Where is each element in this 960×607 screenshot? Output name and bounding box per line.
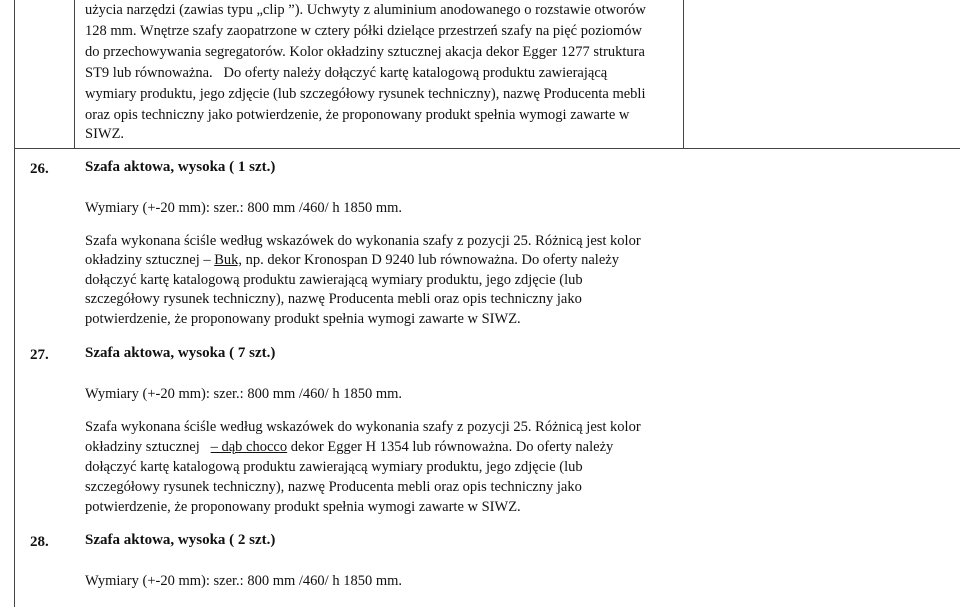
item-description-line: potwierdzenie, że proponowany produkt spełnia wymogi zawarte w SIWZ. — [85, 311, 521, 327]
table-row-border — [14, 148, 960, 149]
item-number: 27. — [30, 347, 49, 363]
intro-text: ST9 lub równoważna. — [85, 65, 213, 81]
item-description-line: dołączyć kartę katalogową produktu zawierającą wymiary produktu, jego zdjęcie (lub — [85, 459, 583, 475]
intro-line: użycia narzędzi (zawias typu „clip ”). Uchwyty z aluminium anodowanego o rozstawie otworów — [85, 2, 646, 18]
item-number: 26. — [30, 161, 49, 177]
table-border-left — [14, 0, 15, 607]
table-column-divider — [74, 0, 75, 148]
intro-line — [85, 63, 607, 83]
item-description-line — [85, 437, 613, 457]
item-number: 28. — [30, 534, 49, 550]
item-dimensions: Wymiary (+-20 mm): szer.: 800 mm /460/ h 1850 mm. — [85, 386, 403, 402]
item-description-line: szczegółowy rysunek techniczny), nazwę Producenta mebli oraz opis techniczny jako — [85, 291, 582, 307]
item-text: dekor Egger H 1354 lub równoważna. Do oferty należy — [290, 439, 614, 455]
intro-line: wymiary produktu, jego zdjęcie (lub szczegółowy rysunek techniczny), nazwę Producenta mebli — [85, 86, 646, 102]
intro-line: oraz opis techniczny jako potwierdzenie, że proponowany produkt spełnia wymogi zawarte w — [85, 107, 630, 123]
intro-line: SIWZ. — [85, 126, 125, 142]
table-border-right — [683, 0, 684, 148]
item-description-line: Szafa wykonana ściśle według wskazówek do wykonania szafy z pozycji 25. Różnicą jest kolor — [85, 419, 641, 435]
item-dimensions: Wymiary (+-20 mm): szer.: 800 mm /460/ h 1850 mm. — [85, 573, 403, 589]
item-text: okładziny sztucznej – — [85, 252, 211, 268]
item-description-line: szczegółowy rysunek techniczny), nazwę Producenta mebli oraz opis techniczny jako — [85, 479, 582, 495]
intro-line: do przechowywania segregatorów. Kolor okładziny sztucznej akacja dekor Egger 1277 struktura — [85, 44, 645, 60]
item-dimensions: Wymiary (+-20 mm): szer.: 800 mm /460/ h 1850 mm. — [85, 200, 403, 216]
intro-text: Do oferty należy dołączyć kartę katalogową produktu zawierającą — [223, 65, 608, 81]
item-description-line: Szafa wykonana ściśle według wskazówek do wykonania szafy z pozycji 25. Różnicą jest kolor — [85, 233, 641, 249]
intro-line: 128 mm. Wnętrze szafy zaopatrzone w cztery półki dzielące przestrzeń szafy na pięć poziomów — [85, 23, 642, 39]
item-description-line: potwierdzenie, że proponowany produkt spełnia wymogi zawarte w SIWZ. — [85, 499, 521, 515]
item-text: okładziny sztucznej — [85, 439, 200, 455]
item-text: np. dekor Kronospan D 9240 lub równoważna. Do oferty należy — [245, 252, 619, 268]
item-title: Szafa aktowa, wysoka ( 1 szt.) — [85, 159, 276, 175]
item-description-line — [85, 250, 619, 270]
item-description-line: dołączyć kartę katalogową produktu zawierającą wymiary produktu, jego zdjęcie (lub — [85, 272, 583, 288]
item-color-name: – dąb chocco — [210, 439, 288, 455]
item-color-name: Buk, — [214, 252, 243, 268]
item-title: Szafa aktowa, wysoka ( 7 szt.) — [85, 345, 276, 361]
item-title: Szafa aktowa, wysoka ( 2 szt.) — [85, 532, 276, 548]
